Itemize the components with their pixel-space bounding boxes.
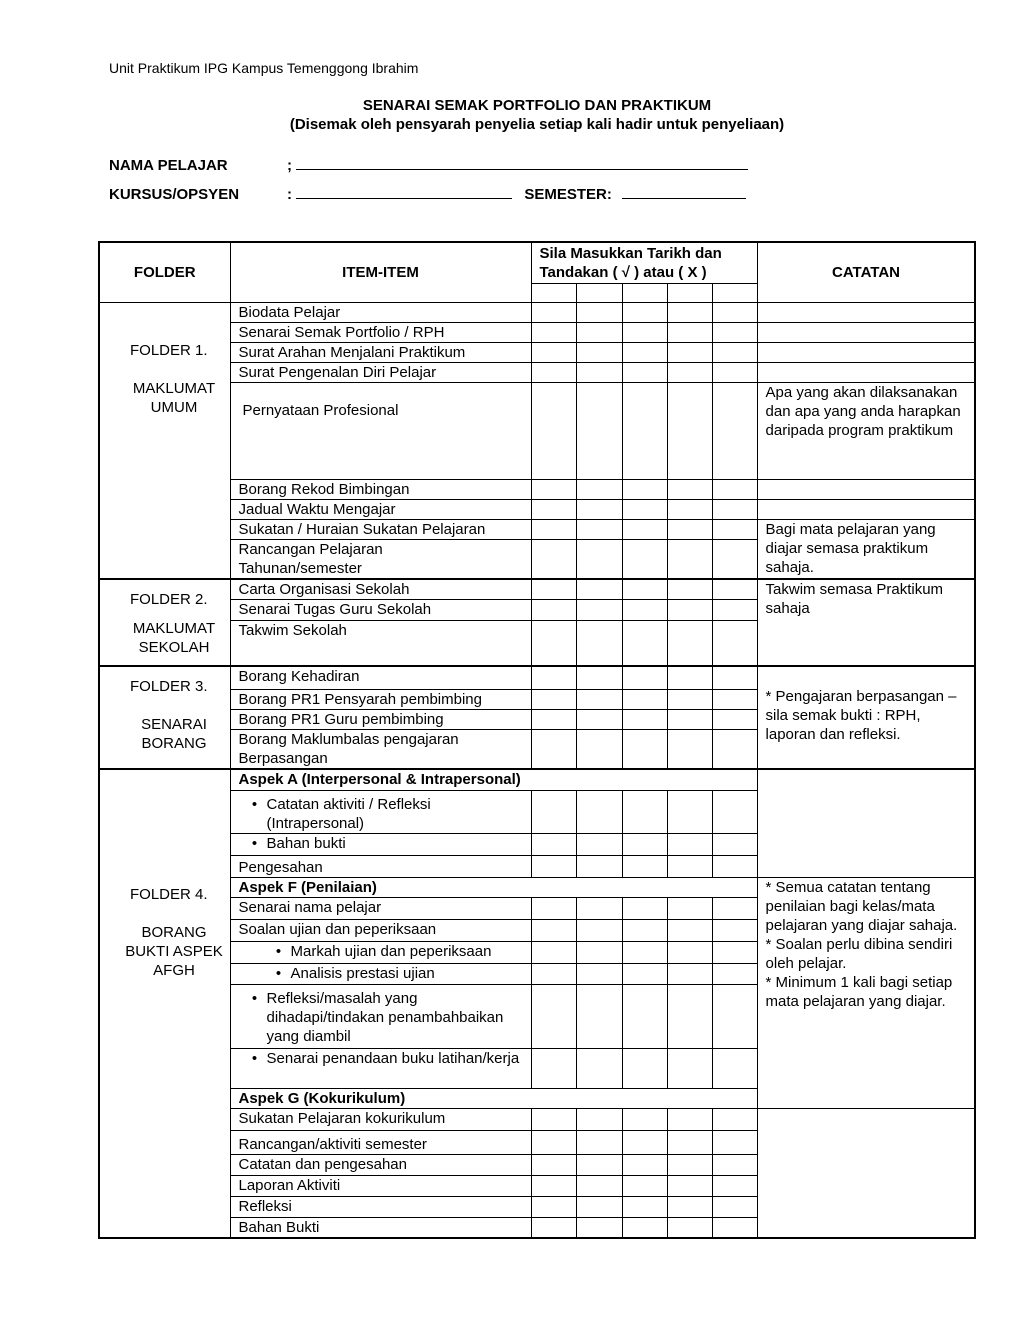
table-row xyxy=(99,342,975,362)
item-borang-kehadiran: Borang Kehadiran xyxy=(230,666,531,690)
item-pernyataan: Pernyataan Profesional xyxy=(230,382,531,479)
check-cell[interactable] xyxy=(531,790,576,833)
check-cell[interactable] xyxy=(531,382,576,479)
item-catatan-aktiviti: • Catatan aktiviti / Refleksi (Intrapersonal) xyxy=(230,790,531,833)
item-surat-pengenalan: Surat Pengenalan Diri Pelajar xyxy=(230,362,531,382)
table-row xyxy=(99,1217,975,1238)
check-cell[interactable] xyxy=(576,1108,622,1130)
check-cell[interactable] xyxy=(622,621,667,666)
folder-1-name: MAKLUMAT UMUM xyxy=(132,379,216,416)
aspek-a-title: Aspek A (Interpersonal & Intrapersonal) xyxy=(230,769,757,790)
note-cell xyxy=(757,302,975,322)
note-aspek-f xyxy=(757,877,975,1108)
check-cell[interactable] xyxy=(712,1130,757,1154)
check-cell[interactable] xyxy=(667,710,712,730)
check-cell[interactable] xyxy=(531,1108,576,1130)
check-cell[interactable] xyxy=(667,382,712,479)
item-rancangan-aktiviti: Rancangan/aktiviti semester xyxy=(230,1130,531,1154)
folder-4-title: FOLDER 4. xyxy=(129,886,208,903)
check-cell[interactable] xyxy=(712,897,757,919)
check-cell[interactable] xyxy=(712,342,757,362)
bullet-icon: • xyxy=(251,795,258,813)
bullet-icon: • xyxy=(251,989,258,1007)
check-cell[interactable] xyxy=(667,666,712,690)
check-cell[interactable] xyxy=(667,1175,712,1196)
check-cell[interactable] xyxy=(667,621,712,666)
check-cell[interactable] xyxy=(576,897,622,919)
check-cell[interactable] xyxy=(712,1217,757,1238)
check-cell[interactable] xyxy=(576,600,622,621)
table-row xyxy=(99,1130,975,1154)
table-row xyxy=(99,666,975,690)
check-cell[interactable] xyxy=(622,1108,667,1130)
table-row xyxy=(99,322,975,342)
check-cell[interactable] xyxy=(622,283,667,302)
title: SENARAI SEMAK PORTFOLIO DAN PRAKTIKUM xyxy=(362,97,712,114)
kursus-label: KURSUS/OPSYEN xyxy=(109,186,240,203)
check-cell[interactable] xyxy=(622,919,667,941)
folder-1-title: FOLDER 1. xyxy=(129,341,208,359)
item-refleksi-masalah: • Refleksi/masalah yang dihadapi/tindakan penambahbaikan yang diambil xyxy=(230,984,531,1048)
table-row xyxy=(99,519,975,539)
check-cell[interactable] xyxy=(576,302,622,322)
check-cell[interactable] xyxy=(576,666,622,690)
check-cell[interactable] xyxy=(622,322,667,342)
check-cell[interactable] xyxy=(712,730,757,770)
note-cell xyxy=(757,769,975,877)
check-cell[interactable] xyxy=(712,621,757,666)
check-cell[interactable] xyxy=(667,897,712,919)
item-senarai-nama: Senarai nama pelajar xyxy=(230,897,531,919)
check-cell[interactable] xyxy=(576,1196,622,1217)
check-cell[interactable] xyxy=(531,666,576,690)
note-cell xyxy=(757,479,975,499)
check-cell[interactable] xyxy=(712,984,757,1048)
folder-1-cell xyxy=(99,302,230,579)
check-cell[interactable] xyxy=(667,855,712,877)
check-cell[interactable] xyxy=(531,1175,576,1196)
checklist-table xyxy=(98,241,976,1239)
item-soalan-ujian: Soalan ujian dan peperiksaan xyxy=(230,919,531,941)
check-cell[interactable] xyxy=(667,499,712,519)
check-cell[interactable] xyxy=(622,855,667,877)
check-cell[interactable] xyxy=(622,1154,667,1175)
check-cell[interactable] xyxy=(622,1130,667,1154)
check-cell[interactable] xyxy=(531,690,576,710)
check-cell[interactable] xyxy=(667,322,712,342)
check-cell[interactable] xyxy=(667,342,712,362)
folder-4-cell xyxy=(99,769,230,1238)
check-cell[interactable] xyxy=(712,666,757,690)
check-cell[interactable] xyxy=(622,479,667,499)
item-catatan-pengesahan: Catatan dan pengesahan xyxy=(230,1154,531,1175)
kursus-line[interactable] xyxy=(296,184,512,199)
table-row xyxy=(99,382,975,479)
check-cell[interactable] xyxy=(622,519,667,539)
check-cell[interactable] xyxy=(576,790,622,833)
note-aspek-f-1: * Semua catatan tentang penilaian bagi kelas/mata pelajaran yang diajar sahaja. xyxy=(765,878,958,934)
header-row xyxy=(99,242,975,283)
check-cell[interactable] xyxy=(531,362,576,382)
check-cell[interactable] xyxy=(576,1048,622,1088)
check-cell[interactable] xyxy=(576,690,622,710)
check-cell[interactable] xyxy=(622,600,667,621)
check-cell[interactable] xyxy=(576,499,622,519)
table-row xyxy=(99,302,975,322)
bullet-icon: • xyxy=(275,942,282,960)
check-cell[interactable] xyxy=(576,539,622,579)
check-cell[interactable] xyxy=(667,833,712,855)
check-cell[interactable] xyxy=(712,382,757,479)
check-cell[interactable] xyxy=(531,579,576,600)
check-cell[interactable] xyxy=(622,362,667,382)
check-cell[interactable] xyxy=(531,342,576,362)
item-pengesahan: Pengesahan xyxy=(230,855,531,877)
check-cell[interactable] xyxy=(531,919,576,941)
table-row xyxy=(99,1175,975,1196)
item-bahan-bukti-a: • Bahan bukti xyxy=(230,833,531,855)
check-cell[interactable] xyxy=(622,342,667,362)
check-cell[interactable] xyxy=(576,342,622,362)
check-cell[interactable] xyxy=(622,499,667,519)
check-cell[interactable] xyxy=(531,710,576,730)
check-cell[interactable] xyxy=(576,322,622,342)
folder-2-title: FOLDER 2. xyxy=(129,590,208,608)
check-cell[interactable] xyxy=(622,382,667,479)
check-cell[interactable] xyxy=(531,539,576,579)
nama-line[interactable] xyxy=(296,155,748,170)
check-cell[interactable] xyxy=(712,579,757,600)
check-cell[interactable] xyxy=(667,1196,712,1217)
check-cell[interactable] xyxy=(712,790,757,833)
check-cell[interactable] xyxy=(531,1048,576,1088)
aspek-g-title: Aspek G (Kokurikulum) xyxy=(230,1088,757,1108)
check-cell[interactable] xyxy=(667,302,712,322)
item-senarai-penandaan: • Senarai penandaan buku latihan/kerja xyxy=(230,1048,531,1088)
item-biodata: Biodata Pelajar xyxy=(230,302,531,322)
folder-header: FOLDER xyxy=(99,242,230,302)
check-cell[interactable] xyxy=(576,579,622,600)
check-cell[interactable] xyxy=(531,1154,576,1175)
item-header: ITEM-ITEM xyxy=(230,242,531,302)
check-cell[interactable] xyxy=(667,790,712,833)
check-cell[interactable] xyxy=(622,897,667,919)
check-cell[interactable] xyxy=(622,941,667,963)
note-pernyataan: Apa yang akan dilaksanakan dan apa yang anda harapkan daripada program praktikum xyxy=(757,382,975,479)
item-refleksi: Refleksi xyxy=(230,1196,531,1217)
check-cell[interactable] xyxy=(667,1217,712,1238)
check-cell[interactable] xyxy=(712,941,757,963)
check-cell[interactable] xyxy=(531,621,576,666)
check-cell[interactable] xyxy=(667,1130,712,1154)
check-cell[interactable] xyxy=(531,1217,576,1238)
table-row xyxy=(99,1154,975,1175)
check-cell[interactable] xyxy=(622,690,667,710)
table-row xyxy=(99,1108,975,1130)
item-surat-arahan: Surat Arahan Menjalani Praktikum xyxy=(230,342,531,362)
check-cell[interactable] xyxy=(622,730,667,770)
check-cell[interactable] xyxy=(622,710,667,730)
check-cell[interactable] xyxy=(531,283,576,302)
check-cell[interactable] xyxy=(667,963,712,984)
check-cell[interactable] xyxy=(667,1108,712,1130)
check-cell[interactable] xyxy=(622,833,667,855)
item-senarai-semak: Senarai Semak Portfolio / RPH xyxy=(230,322,531,342)
item-sukatan: Sukatan / Huraian Sukatan Pelajaran xyxy=(230,519,531,539)
note-cell xyxy=(757,342,975,362)
item-markah-ujian: • Markah ujian dan peperiksaan xyxy=(230,941,531,963)
check-cell[interactable] xyxy=(531,963,576,984)
check-cell[interactable] xyxy=(576,1217,622,1238)
check-cell[interactable] xyxy=(576,283,622,302)
note-takwim: Takwim semasa Praktikum sahaja xyxy=(757,579,975,666)
check-cell[interactable] xyxy=(576,833,622,855)
check-cell[interactable] xyxy=(667,1048,712,1088)
note-aspek-f-2: * Soalan perlu dibina sendiri oleh pelajar. xyxy=(765,935,953,972)
check-cell[interactable] xyxy=(667,919,712,941)
check-cell[interactable] xyxy=(576,919,622,941)
check-cell[interactable] xyxy=(576,855,622,877)
document-title xyxy=(0,96,1024,134)
item-analisis: • Analisis prestasi ujian xyxy=(230,963,531,984)
date-check-header: Sila Masukkan Tarikh dan Tandakan ( √ ) atau ( X ) xyxy=(531,242,757,283)
check-cell[interactable] xyxy=(576,362,622,382)
check-cell[interactable] xyxy=(622,1217,667,1238)
table-row xyxy=(99,362,975,382)
check-cell[interactable] xyxy=(531,855,576,877)
note-aspek-f-3: * Minimum 1 kali bagi setiap mata pelajaran yang diajar. xyxy=(765,973,953,1010)
nama-label: NAMA PELAJAR xyxy=(109,157,228,174)
item-sukatan-koku: Sukatan Pelajaran kokurikulum xyxy=(230,1108,531,1130)
check-cell[interactable] xyxy=(712,1154,757,1175)
check-cell[interactable] xyxy=(712,283,757,302)
note-cell xyxy=(757,362,975,382)
check-cell[interactable] xyxy=(622,1196,667,1217)
check-cell[interactable] xyxy=(531,519,576,539)
check-cell[interactable] xyxy=(667,690,712,710)
nama-pelajar-field xyxy=(109,155,748,174)
table-row xyxy=(99,579,975,600)
page-header: Unit Praktikum IPG Kampus Temenggong Ibrahim xyxy=(109,60,419,76)
item-bahan-bukti-g: Bahan Bukti xyxy=(230,1217,531,1238)
item-pr1-pensyarah: Borang PR1 Pensyarah pembimbing xyxy=(230,690,531,710)
semester-line[interactable] xyxy=(622,184,746,199)
check-cell[interactable] xyxy=(576,479,622,499)
check-cell[interactable] xyxy=(576,382,622,479)
check-cell[interactable] xyxy=(531,499,576,519)
check-cell[interactable] xyxy=(667,1154,712,1175)
check-cell[interactable] xyxy=(576,519,622,539)
note-sukatan: Bagi mata pelajaran yang diajar semasa praktikum sahaja. xyxy=(757,519,975,579)
table-row xyxy=(99,769,975,790)
check-cell[interactable] xyxy=(667,283,712,302)
catatan-header: CATATAN xyxy=(757,242,975,302)
check-cell[interactable] xyxy=(531,322,576,342)
folder-3-name: SENARAI BORANG xyxy=(141,715,207,752)
check-cell[interactable] xyxy=(622,963,667,984)
check-cell[interactable] xyxy=(712,499,757,519)
check-cell[interactable] xyxy=(531,600,576,621)
bullet-icon: • xyxy=(275,964,282,982)
check-cell[interactable] xyxy=(712,600,757,621)
check-cell[interactable] xyxy=(531,1196,576,1217)
check-cell[interactable] xyxy=(531,302,576,322)
check-cell[interactable] xyxy=(712,919,757,941)
item-jadual: Jadual Waktu Mengajar xyxy=(230,499,531,519)
check-cell[interactable] xyxy=(667,579,712,600)
check-cell[interactable] xyxy=(622,1175,667,1196)
check-cell[interactable] xyxy=(531,833,576,855)
nama-separator: ; xyxy=(287,157,292,174)
check-cell[interactable] xyxy=(712,1048,757,1088)
check-cell[interactable] xyxy=(622,666,667,690)
table-row xyxy=(99,499,975,519)
table-row xyxy=(99,479,975,499)
check-cell[interactable] xyxy=(712,1108,757,1130)
note-cell xyxy=(757,322,975,342)
check-cell[interactable] xyxy=(712,710,757,730)
check-cell[interactable] xyxy=(576,941,622,963)
check-cell[interactable] xyxy=(712,302,757,322)
note-borang: * Pengajaran berpasangan – sila semak bukti : RPH, laporan dan refleksi. xyxy=(757,666,975,770)
item-pr1-guru: Borang PR1 Guru pembimbing xyxy=(230,710,531,730)
check-cell[interactable] xyxy=(622,302,667,322)
check-cell[interactable] xyxy=(622,984,667,1048)
check-cell[interactable] xyxy=(712,539,757,579)
check-cell[interactable] xyxy=(667,519,712,539)
folder-4-name: BORANG BUKTI ASPEK AFGH xyxy=(125,924,223,979)
check-cell[interactable] xyxy=(576,963,622,984)
table-row xyxy=(99,877,975,897)
check-cell[interactable] xyxy=(712,362,757,382)
check-cell[interactable] xyxy=(622,1048,667,1088)
bullet-icon: • xyxy=(251,1049,258,1067)
check-cell[interactable] xyxy=(712,479,757,499)
aspek-f-title: Aspek F (Penilaian) xyxy=(230,877,757,897)
check-cell[interactable] xyxy=(531,984,576,1048)
check-cell[interactable] xyxy=(712,1196,757,1217)
bullet-icon: • xyxy=(251,834,258,852)
folder-2-cell xyxy=(99,579,230,666)
check-cell[interactable] xyxy=(576,1154,622,1175)
item-borang-rekod: Borang Rekod Bimbingan xyxy=(230,479,531,499)
check-cell[interactable] xyxy=(712,519,757,539)
kursus-field xyxy=(109,184,746,203)
subtitle: (Disemak oleh pensyarah penyelia setiap kali hadir untuk penyeliaan) xyxy=(289,116,785,133)
check-cell[interactable] xyxy=(531,897,576,919)
folder-3-cell xyxy=(99,666,230,770)
check-cell[interactable] xyxy=(667,362,712,382)
item-takwim: Takwim Sekolah xyxy=(230,621,531,666)
check-cell[interactable] xyxy=(667,600,712,621)
check-cell[interactable] xyxy=(576,1175,622,1196)
item-carta: Carta Organisasi Sekolah xyxy=(230,579,531,600)
check-cell[interactable] xyxy=(712,855,757,877)
check-cell[interactable] xyxy=(667,479,712,499)
check-cell[interactable] xyxy=(576,621,622,666)
check-cell[interactable] xyxy=(667,539,712,579)
check-cell[interactable] xyxy=(531,479,576,499)
check-cell[interactable] xyxy=(622,539,667,579)
check-cell[interactable] xyxy=(576,710,622,730)
item-rancangan: Rancangan Pelajaran Tahunan/semester xyxy=(230,539,531,579)
check-cell[interactable] xyxy=(622,790,667,833)
check-cell[interactable] xyxy=(531,941,576,963)
check-cell[interactable] xyxy=(576,984,622,1048)
check-cell[interactable] xyxy=(712,1175,757,1196)
check-cell[interactable] xyxy=(667,730,712,770)
check-cell[interactable] xyxy=(531,1130,576,1154)
folder-3-title: FOLDER 3. xyxy=(129,677,208,695)
check-cell[interactable] xyxy=(712,963,757,984)
check-cell[interactable] xyxy=(712,322,757,342)
check-cell[interactable] xyxy=(576,1130,622,1154)
kursus-separator: : xyxy=(287,186,292,203)
semester-label: SEMESTER: xyxy=(524,186,612,203)
table-row xyxy=(99,1196,975,1217)
folder-2-name: MAKLUMAT SEKOLAH xyxy=(132,619,216,656)
check-cell[interactable] xyxy=(576,730,622,770)
check-cell[interactable] xyxy=(667,941,712,963)
check-cell[interactable] xyxy=(712,833,757,855)
item-maklumbalas: Borang Maklumbalas pengajaran Berpasangan xyxy=(230,730,531,770)
item-laporan: Laporan Aktiviti xyxy=(230,1175,531,1196)
check-cell[interactable] xyxy=(622,579,667,600)
check-cell[interactable] xyxy=(667,984,712,1048)
item-senarai-tugas: Senarai Tugas Guru Sekolah xyxy=(230,600,531,621)
check-cell[interactable] xyxy=(531,730,576,770)
note-cell xyxy=(757,499,975,519)
check-cell[interactable] xyxy=(712,690,757,710)
